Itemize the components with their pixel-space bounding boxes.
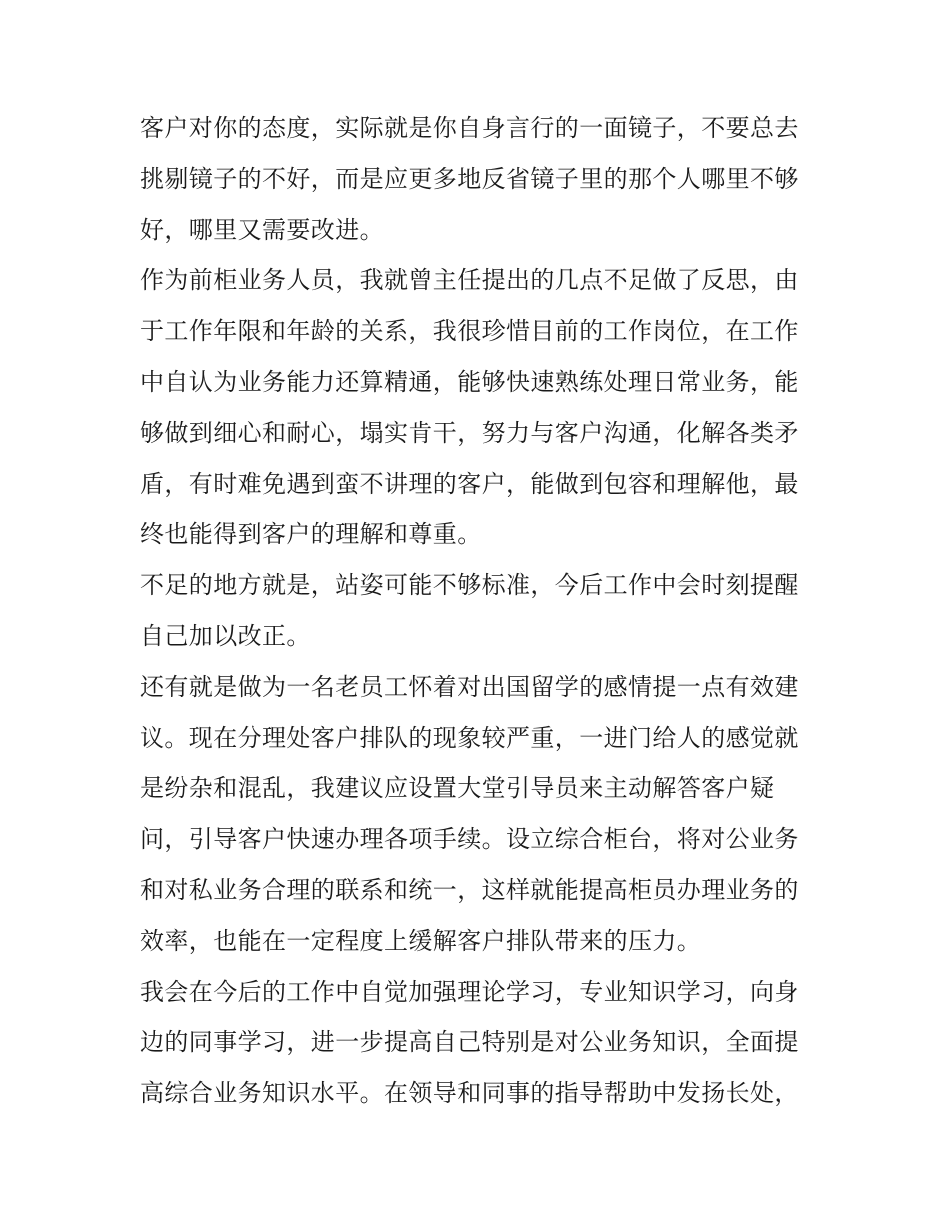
- text-line: 盾，有时难免遇到蛮不讲理的客户，能做到包容和理解他，最: [140, 469, 799, 498]
- text-line: 终也能得到客户的理解和尊重。: [140, 520, 482, 549]
- text-line: 是纷杂和混乱，我建议应设置大堂引导员来主动解答客户疑: [140, 774, 775, 803]
- text-line: 问，引导客户快速办理各项手续。设立综合柜台，将对公业务: [140, 825, 799, 854]
- text-line: 中自认为业务能力还算精通，能够快速熟练处理日常业务，能: [140, 367, 799, 396]
- text-line: 自己加以改正。: [140, 621, 311, 650]
- document-body: [140, 103, 820, 1119]
- text-line: 边的同事学习，进一步提高自己特别是对公业务知识，全面提: [140, 1028, 799, 1057]
- text-line: 还有就是做为一名老员工怀着对出国留学的感情提一点有效建: [140, 672, 799, 701]
- text-line: 好，哪里又需要改进。: [140, 215, 384, 244]
- text-line: 不足的地方就是，站姿可能不够标准，今后工作中会时刻提醒: [140, 571, 799, 600]
- text-line: 效率，也能在一定程度上缓解客户排队带来的压力。: [140, 926, 702, 955]
- text-line: 和对私业务合理的联系和统一，这样就能提高柜员办理业务的: [140, 875, 799, 904]
- text-line: 够做到细心和耐心，塌实肯干，努力与客户沟通，化解各类矛: [140, 418, 799, 447]
- text-line: 高综合业务知识水平。在领导和同事的指导帮助中发扬长处，: [140, 1079, 799, 1108]
- text-line: 作为前柜业务人员，我就曾主任提出的几点不足做了反思，由: [140, 266, 799, 295]
- text-line: 我会在今后的工作中自觉加强理论学习，专业知识学习，向身: [140, 977, 799, 1006]
- text-line: 挑剔镜子的不好，而是应更多地反省镜子里的那个人哪里不够: [140, 164, 799, 193]
- text-line: 客户对你的态度，实际就是你自身言行的一面镜子，不要总去: [140, 114, 799, 142]
- text-line: 议。现在分理处客户排队的现象较严重，一进门给人的感觉就: [140, 723, 799, 752]
- text-line: 于工作年限和年龄的关系，我很珍惜目前的工作岗位，在工作: [140, 317, 799, 346]
